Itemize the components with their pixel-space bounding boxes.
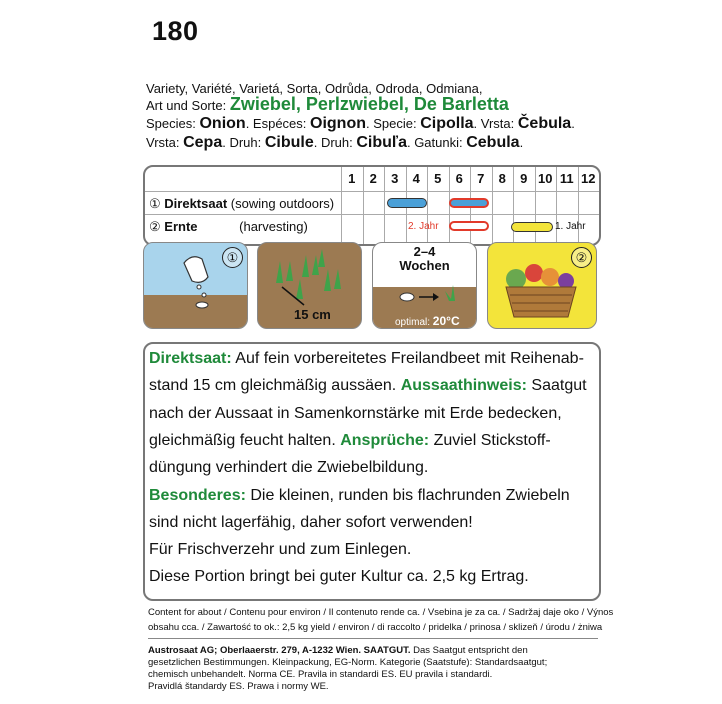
text-line: Diese Portion bringt bei guter Kultur ca. 2,5 kg Ertrag. — [149, 568, 529, 585]
month-label: 8 — [498, 171, 506, 186]
species-name: Onion — [199, 115, 246, 132]
species-name: Cibuľa — [356, 134, 407, 151]
species-line-1 — [146, 115, 575, 132]
sowing-calendar — [143, 165, 601, 246]
month-label: 9 — [520, 171, 528, 186]
heading-besonderes: Besonderes: — [149, 487, 246, 504]
row-label: Direktsaat — [164, 196, 228, 211]
text-line: sind nicht lagerfähig, daher sofort verwenden! — [149, 514, 473, 531]
row-sublabel: (harvesting) — [239, 219, 308, 234]
calendar-row-harvest — [149, 219, 308, 235]
text-line: nach der Aussaat in Samenkornstärke mit Erde bedecken, — [149, 405, 562, 422]
weeks-number: 2–4 — [413, 244, 436, 259]
calendar-row-sowing — [149, 196, 334, 212]
variety-line — [146, 96, 509, 114]
species-label: . Druh: — [222, 135, 265, 150]
year2-note: 2. Jahr — [408, 221, 439, 232]
month-label: 12 — [581, 171, 596, 186]
temperature-value: 20°C — [432, 314, 460, 328]
month-label: 4 — [412, 171, 420, 186]
text-span: stand 15 cm gleichmäßig aussäen. — [149, 377, 401, 394]
text-line — [149, 486, 570, 506]
text-span: Saatgut — [526, 377, 587, 394]
text-span: Die kleinen, runden bis flachrunden Zwiebeln — [245, 487, 570, 504]
pictogram-germination — [372, 242, 477, 329]
optimal-temperature — [395, 314, 460, 328]
text-span: Zuviel Stickstoff- — [429, 432, 551, 449]
species-label: . — [571, 116, 575, 131]
year1-note: 1. Jahr — [555, 221, 586, 232]
step-number: ① — [222, 247, 243, 268]
species-label: . Gatunki: — [406, 135, 467, 150]
footer-line-1 — [148, 645, 528, 657]
month-label: 6 — [455, 171, 463, 186]
row-label: Ernte — [164, 219, 198, 234]
text-line: Für Frischverzehr und zum Einlegen. — [149, 541, 412, 558]
pictogram-spacing — [257, 242, 362, 329]
species-name: Cipolla — [420, 115, 474, 132]
species-name: Cepa — [183, 134, 223, 151]
month-label: 2 — [369, 171, 377, 186]
species-label: Vrsta: — [146, 135, 184, 150]
month-label: 10 — [538, 171, 553, 186]
species-name: Cebula — [466, 134, 520, 151]
month-label: 5 — [434, 171, 442, 186]
step-number: ② — [571, 247, 592, 268]
variety-name: Zwiebel, Perlzwiebel, De Barletta — [229, 94, 509, 114]
text-line — [149, 349, 584, 369]
content-line-2: obsahu cca. / Zawartość to ok.: 2,5 kg yield / environ / di raccolto / pridelka / prinosa / sklizeň / úrodu / żniwa — [148, 622, 603, 633]
divider — [148, 638, 598, 639]
month-label: 11 — [559, 171, 574, 186]
text-span: gleichmäßig feucht halten. — [149, 432, 341, 449]
sowing-bar — [449, 198, 489, 208]
sowing-bar — [387, 198, 427, 208]
optimal-label: optimal: — [395, 317, 433, 328]
text-span: Auf fein vorbereitetes Freilandbeet mit Reihenab- — [231, 350, 584, 367]
text-line: düngung verhindert die Zwiebelbildung. — [149, 459, 429, 476]
content-line-1: Content for about / Contenu pour environ / Il contenuto rende ca. / Vsebina je za ca. / Sadržaj daje oko / Výnos — [148, 607, 614, 618]
variety-label: Art und Sorte: — [146, 98, 230, 113]
species-name: Oignon — [310, 115, 366, 132]
footer-line-2: gesetzlichen Bestimmungen. Kleinpackung, EG-Norm. Kategorie (Saatstufe): Standardsaatgut; — [148, 657, 548, 668]
heading-ansprueche: Ansprüche: — [340, 432, 430, 449]
month-label: 7 — [477, 171, 485, 186]
species-label: . Druh: — [313, 135, 357, 150]
month-label: 3 — [391, 171, 399, 186]
row-number: ① — [149, 196, 161, 211]
species-label: . Espéces: — [245, 116, 311, 131]
species-name: Cibule — [264, 134, 314, 151]
harvest-bar — [449, 221, 489, 231]
spacing-label: 15 cm — [294, 307, 331, 322]
month-label: 1 — [348, 171, 356, 186]
packet-code: 180 — [152, 16, 199, 46]
text-line — [149, 376, 587, 396]
weeks-label: Wochen — [399, 258, 450, 273]
harvest-bar — [511, 222, 553, 232]
pictogram-sowing — [143, 242, 248, 329]
footer-text: Das Saatgut entspricht den — [410, 645, 528, 656]
heading-aussaathinweis: Aussaathinweis: — [400, 377, 527, 394]
footer-line-4: Pravidlá štandardy ES. Prawa i normy WE. — [148, 681, 329, 692]
heading-direktsaat: Direktsaat: — [149, 350, 232, 367]
species-line-2 — [146, 134, 523, 151]
footer-line-3: chemisch unbehandelt. Norma CE. Pravila in standardi ES. EU pravila i standardi. — [148, 669, 493, 680]
variety-languages: Variety, Variété, Varietá, Sorta, Odrůda, Odroda, Odmiana, — [146, 81, 483, 96]
row-sublabel: (sowing outdoors) — [230, 196, 335, 211]
species-label: Species: — [146, 116, 200, 131]
company-name: Austrosaat AG; Oberlaaerstr. 279, A-1232 Wien. SAATGUT. — [148, 645, 411, 656]
species-name: Čebula — [517, 115, 572, 132]
text-line — [149, 431, 551, 451]
row-number: ② — [149, 219, 161, 234]
pictogram-harvest — [487, 242, 597, 329]
species-label: . Vrsta: — [473, 116, 518, 131]
species-label: . — [519, 135, 524, 150]
species-label: . Specie: — [366, 116, 421, 131]
